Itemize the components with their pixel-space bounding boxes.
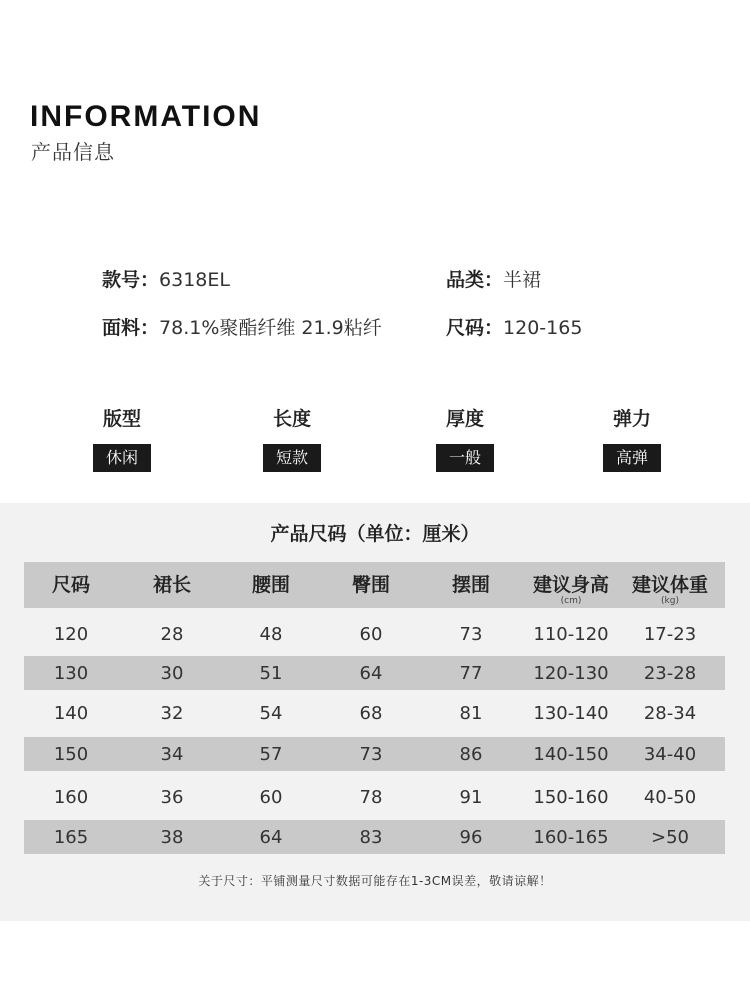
header-weight-label: 建议体重 (631, 574, 709, 596)
table-row (24, 820, 725, 854)
cell-height: 110-120 (533, 623, 609, 645)
cell-skirt-length: 34 (160, 743, 184, 765)
category-label: 品类： (446, 269, 504, 291)
table-row (24, 696, 725, 730)
cell-hem: 81 (459, 702, 483, 724)
table-header-row (24, 562, 725, 608)
cell-waist: 51 (259, 662, 283, 684)
cell-weight: 28-34 (643, 702, 697, 724)
attribute-fit (62, 404, 182, 472)
attribute-thickness (405, 404, 525, 472)
cell-hip: 68 (359, 702, 383, 724)
cell-hem: 96 (459, 826, 483, 848)
header-height-unit: (cm) (560, 596, 582, 606)
attribute-badge: 休闲 (93, 444, 151, 472)
cell-hem: 73 (459, 623, 483, 645)
attribute-label: 厚度 (445, 408, 484, 430)
title-chinese: 产品信息 (31, 140, 115, 164)
cell-size: 165 (53, 826, 89, 848)
info-category (446, 265, 541, 292)
cell-weight: 17-23 (643, 623, 697, 645)
header-hem: 摆围 (451, 574, 491, 596)
cell-size: 150 (53, 743, 89, 765)
cell-hem: 86 (459, 743, 483, 765)
header-height (533, 574, 609, 606)
sizes-label: 尺码： (446, 317, 504, 339)
cell-hip: 83 (359, 826, 383, 848)
attribute-label: 版型 (102, 408, 141, 430)
title-english: INFORMATION (30, 100, 262, 133)
cell-hem: 77 (459, 662, 483, 684)
cell-hip: 60 (359, 623, 383, 645)
cell-waist: 54 (259, 702, 283, 724)
header-size: 尺码 (51, 574, 91, 596)
cell-skirt-length: 30 (160, 662, 184, 684)
cell-weight: 34-40 (643, 743, 697, 765)
cell-height: 120-130 (533, 662, 609, 684)
cell-hem: 91 (459, 786, 483, 808)
header-skirt-length: 裙长 (152, 574, 192, 596)
fabric-label: 面料： (102, 317, 160, 339)
attribute-elasticity (572, 404, 692, 472)
cell-size: 120 (53, 623, 89, 645)
header-weight (632, 574, 708, 606)
cell-waist: 48 (259, 623, 283, 645)
cell-skirt-length: 38 (160, 826, 184, 848)
header-height-label: 建议身高 (532, 574, 610, 596)
cell-size: 130 (53, 662, 89, 684)
info-fabric (102, 313, 382, 340)
cell-height: 150-160 (533, 786, 609, 808)
cell-weight: 40-50 (643, 786, 697, 808)
table-row (24, 737, 725, 771)
sizes-value: 120-165 (503, 317, 583, 339)
cell-hip: 73 (359, 743, 383, 765)
header-hip: 臀围 (351, 574, 391, 596)
attribute-length (232, 404, 352, 472)
style-no-label: 款号： (102, 269, 160, 291)
cell-waist: 60 (259, 786, 283, 808)
cell-skirt-length: 32 (160, 702, 184, 724)
attribute-badge: 一般 (436, 444, 494, 472)
cell-hip: 78 (359, 786, 383, 808)
info-style-no (102, 265, 230, 292)
cell-height: 130-140 (533, 702, 609, 724)
cell-skirt-length: 36 (160, 786, 184, 808)
table-row (24, 780, 725, 814)
size-table-title: 产品尺码（单位：厘米） (270, 523, 480, 545)
attribute-label: 弹力 (612, 408, 651, 430)
cell-skirt-length: 28 (160, 623, 184, 645)
attribute-label: 长度 (272, 408, 311, 430)
table-row (24, 656, 725, 690)
header-waist: 腰围 (251, 574, 291, 596)
cell-size: 140 (53, 702, 89, 724)
fabric-value: 78.1%聚酯纤维 21.9粘纤 (159, 317, 382, 339)
header-weight-unit: (kg) (661, 596, 679, 606)
attribute-badge: 高弹 (603, 444, 661, 472)
cell-size: 160 (53, 786, 89, 808)
cell-waist: 64 (259, 826, 283, 848)
cell-waist: 57 (259, 743, 283, 765)
cell-height: 140-150 (533, 743, 609, 765)
cell-hip: 64 (359, 662, 383, 684)
measurement-note: 关于尺寸：平铺测量尺寸数据可能存在1-3CM误差，敬请谅解！ (198, 874, 552, 888)
cell-height: 160-165 (533, 826, 609, 848)
style-no-value: 6318EL (159, 269, 230, 291)
info-sizes (446, 313, 582, 340)
category-value: 半裙 (503, 269, 542, 291)
attribute-badge: 短款 (263, 444, 321, 472)
size-table (24, 562, 725, 854)
cell-weight: 23-28 (643, 662, 697, 684)
cell-weight: >50 (651, 826, 689, 848)
table-row (24, 617, 725, 651)
